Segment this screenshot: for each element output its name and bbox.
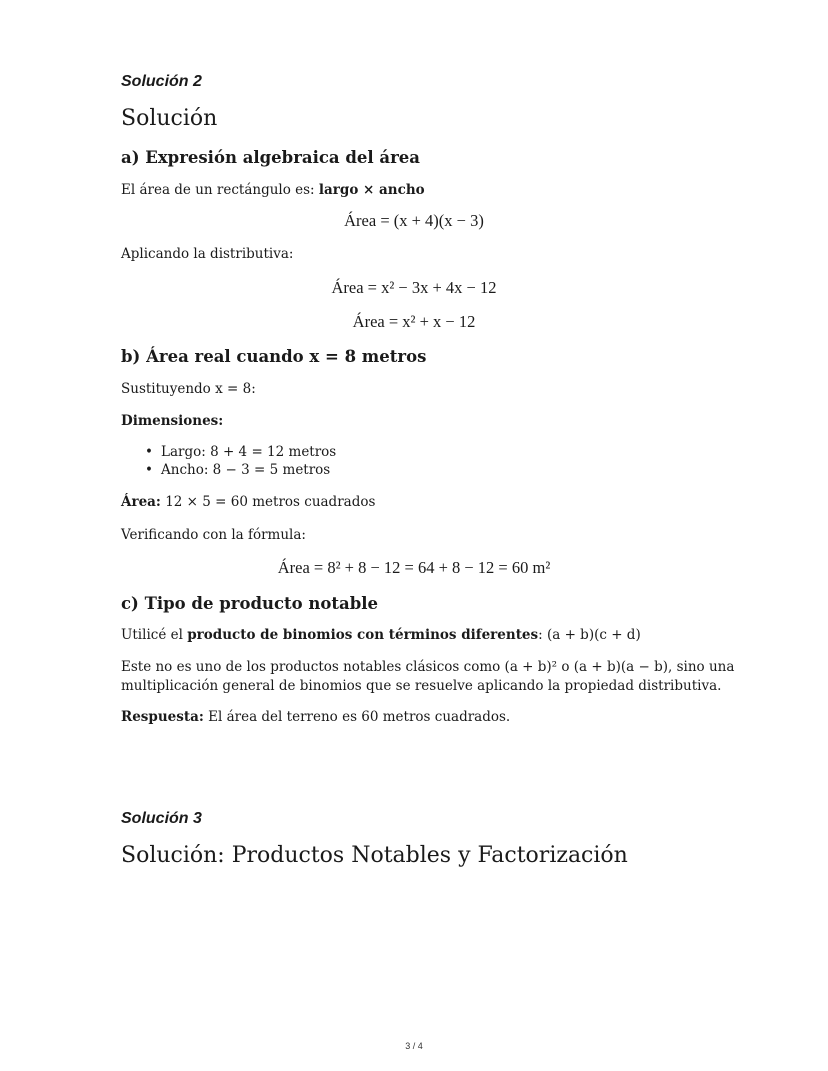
substitution-text: Sustituyendo x = 8: xyxy=(121,381,256,397)
explanation-line-1: Este no es uno de los productos notables clásicos como (a + b)² o (a + b)(a − b), sino una xyxy=(121,659,735,675)
solution-3-title: Solución: Productos Notables y Factorización xyxy=(121,843,628,868)
area-result-label: Área: xyxy=(121,494,161,510)
used-pre: Utilicé el xyxy=(121,627,188,643)
verify-text: Verificando con la fórmula: xyxy=(121,527,306,543)
section-a-heading: a) Expresión algebraica del área xyxy=(121,148,420,167)
answer-text: El área del terreno es 60 metros cuadrados. xyxy=(203,709,511,725)
area-intro-text: El área de un rectángulo es: xyxy=(121,182,319,198)
area-intro-bold: largo × ancho xyxy=(318,182,425,198)
answer xyxy=(121,708,510,726)
equation-1: Área = (x + 4)(x − 3) xyxy=(344,211,484,230)
dimensions-list xyxy=(161,443,336,479)
section-b-heading: b) Área real cuando x = 8 metros xyxy=(121,347,427,366)
answer-label: Respuesta: xyxy=(121,709,204,725)
explanation-line-2: multiplicación general de binomios que se resuelve aplicando la propiedad distributiva. xyxy=(121,678,722,694)
apply-text: Aplicando la distributiva: xyxy=(121,246,294,262)
used-post: : (a + b)(c + d) xyxy=(538,627,641,643)
used-bold: producto de binomios con términos diferentes xyxy=(187,627,539,643)
area-result xyxy=(121,493,375,511)
used-product xyxy=(121,626,641,644)
solution-2-label: Solución 2 xyxy=(121,73,202,90)
area-result-value: 12 × 5 = 60 metros cuadrados xyxy=(160,494,376,510)
equation-3: Área = x² + x − 12 xyxy=(352,312,476,331)
area-intro xyxy=(121,181,425,199)
equation-2: Área = x² − 3x + 4x − 12 xyxy=(331,278,497,297)
page-number: 3 / 4 xyxy=(405,1041,423,1051)
solution-title: Solución xyxy=(121,106,218,131)
equation-4: Área = 8² + 8 − 12 = 64 + 8 − 12 = 60 m² xyxy=(277,558,551,577)
solution-3-label: Solución 3 xyxy=(121,810,202,827)
dimensions-label: Dimensiones: xyxy=(121,413,224,429)
section-c-heading: c) Tipo de producto notable xyxy=(121,594,379,613)
list-item: • Largo: 8 + 4 = 12 metros xyxy=(161,443,336,461)
list-item: • Ancho: 8 − 3 = 5 metros xyxy=(161,461,336,479)
